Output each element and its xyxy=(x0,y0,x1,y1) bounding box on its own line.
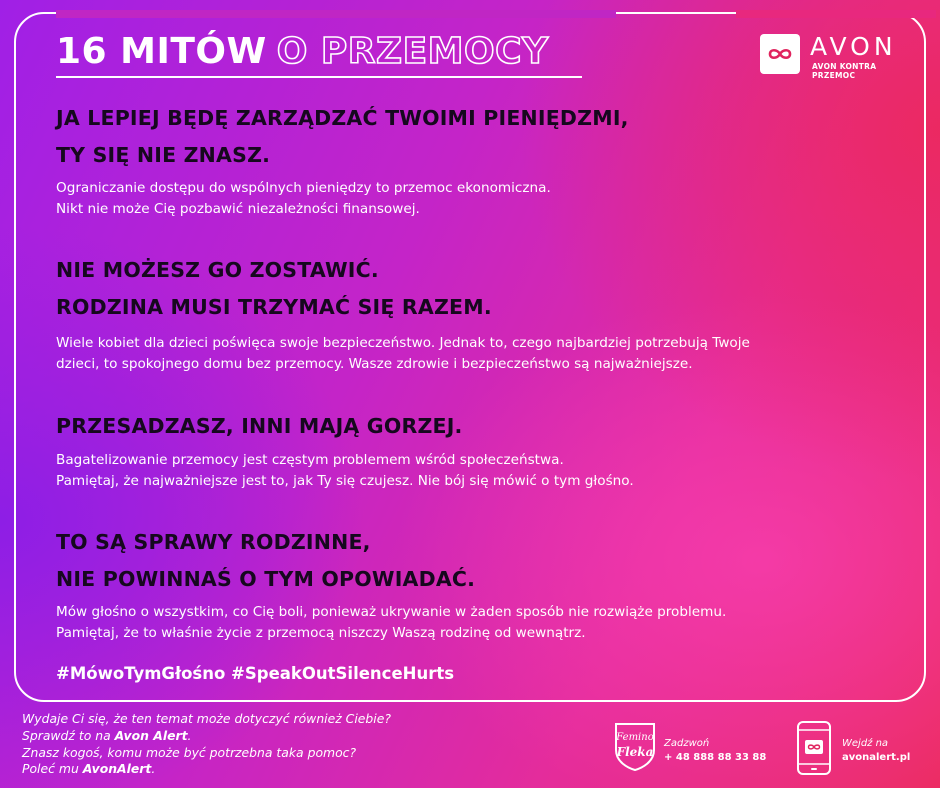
hashtags: #MówoTymGłośno #SpeakOutSilenceHurts xyxy=(56,664,455,683)
avon-logo xyxy=(760,34,920,94)
title-part-solid: 16 MITÓW xyxy=(56,31,267,72)
myth-body-line: Mów głośno o wszystkim, co Cię boli, ponieważ ukrywanie w żaden sposób nie rozwiąże problemu. xyxy=(56,604,727,620)
page-title xyxy=(56,30,549,74)
website-link[interactable]: avonalert.pl xyxy=(842,752,911,763)
myth-body-line: Pamiętaj, że to właśnie życie z przemocą niszczy Waszą rodzinę od wewnątrz. xyxy=(56,624,586,641)
femino-logo-text-1: Femino xyxy=(616,732,654,743)
myth-1-heading xyxy=(56,100,629,174)
avonalert-link[interactable]: AvonAlert xyxy=(82,761,152,777)
footer-text-part: Poleć mu xyxy=(22,761,83,777)
myth-4-heading xyxy=(56,524,475,598)
myth-body-line: dzieci, to spokojnego domu bez przemocy. Wasze zdrowie i bezpieczeństwo są najważniejsze. xyxy=(56,355,693,372)
footer-line xyxy=(22,761,391,778)
footer-message xyxy=(22,711,391,778)
brand-tagline xyxy=(812,62,876,80)
brand-tagline-line2: PRZEMOC xyxy=(812,71,856,80)
myth-heading-line: PRZESADZASZ, INNI MAJĄ GORZEJ. xyxy=(56,414,463,438)
visit-label: Wejdź na xyxy=(842,738,889,749)
frame-title-gap xyxy=(56,10,616,18)
infinity-icon xyxy=(760,34,800,74)
myth-2-heading xyxy=(56,252,492,326)
title-underline xyxy=(56,76,582,78)
myth-heading-line: NIE MOŻESZ GO ZOSTAWIĆ. xyxy=(56,258,379,282)
smartphone-icon xyxy=(796,720,832,776)
myth-3-heading xyxy=(56,408,463,445)
brand-name: AVON xyxy=(810,32,897,61)
myth-4-body xyxy=(56,602,726,643)
myth-body-line: Wiele kobiet dla dzieci poświęca swoje bezpieczeństwo. Jednak to, czego najbardziej potrzebują Twoje xyxy=(56,335,750,351)
myth-heading-line: JA LEPIEJ BĘDĘ ZARZĄDZAĆ TWOIMI PIENIĘDZMI, xyxy=(56,106,629,130)
myth-body-line: Nikt nie może Cię pozbawić niezależności finansowej. xyxy=(56,200,420,217)
myth-heading-line: NIE POWINNAŚ O TYM OPOWIADAĆ. xyxy=(56,567,476,591)
frame-logo-gap xyxy=(736,10,936,18)
footer-text-part: Sprawdź to na xyxy=(22,727,115,743)
footer-line xyxy=(22,728,391,745)
myth-1-body xyxy=(56,178,551,219)
brand-tagline-line1: AVON KONTRA xyxy=(812,62,877,71)
femino-fleka-logo xyxy=(612,720,658,772)
myth-body-line: Ograniczanie dostępu do wspólnych pieniędzy to przemoc ekonomiczna. xyxy=(56,180,551,196)
phone-number[interactable]: + 48 888 88 33 88 xyxy=(664,752,767,763)
myth-heading-line: TY SIĘ NIE ZNASZ. xyxy=(56,143,271,167)
femino-logo-text-2: Fleka xyxy=(616,745,654,759)
myth-body-line: Bagatelizowanie przemocy jest częstym problemem wśród społeczeństwa. xyxy=(56,452,564,468)
call-label: Zadzwoń xyxy=(664,738,710,749)
title-part-outline: O PRZEMOCY xyxy=(276,31,549,72)
myth-body-line: Pamiętaj, że najważniejsze jest to, jak Ty się czujesz. Nie bój się mówić o tym głośno. xyxy=(56,472,634,489)
footer-line: Znasz kogoś, komu może być potrzebna taka pomoc? xyxy=(22,744,357,760)
myth-heading-line: RODZINA MUSI TRZYMAĆ SIĘ RAZEM. xyxy=(56,295,492,319)
myth-2-body xyxy=(56,333,750,374)
footer-text-part: . xyxy=(187,727,192,743)
footer-text-part: . xyxy=(151,761,156,777)
myth-3-body xyxy=(56,450,634,491)
avon-alert-link[interactable]: Avon Alert xyxy=(114,727,188,743)
myth-heading-line: TO SĄ SPRAWY RODZINNE, xyxy=(56,530,371,554)
footer-line: Wydaje Ci się, że ten temat może dotyczyć również Ciebie? xyxy=(22,711,391,726)
